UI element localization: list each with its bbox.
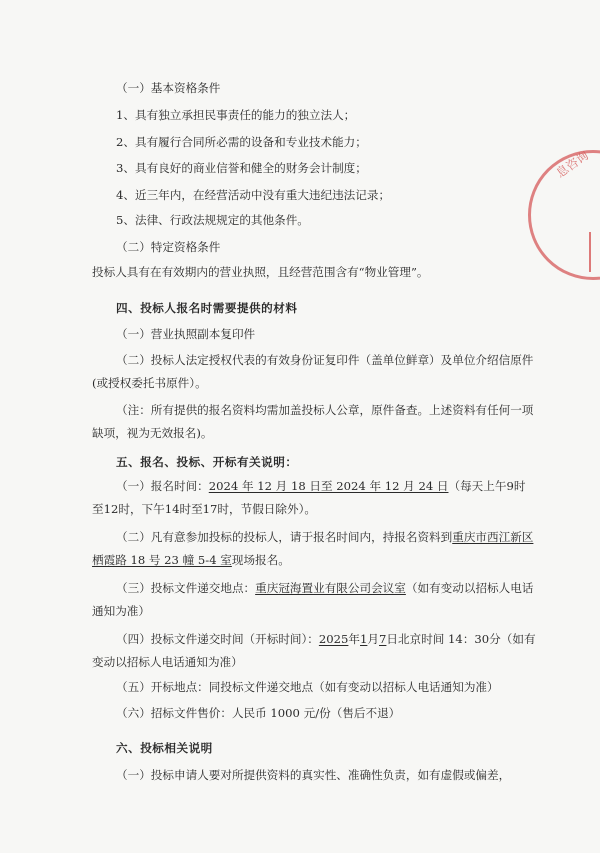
- basic-item-1: 1、具有独立承担民事责任的能力的独立法人；: [116, 108, 356, 122]
- submission-location-suffix: （如有变动以招标人电话通知为准）: [92, 581, 534, 618]
- registration-place: [92, 526, 537, 572]
- official-seal-text: 息咨询: [553, 148, 592, 181]
- submission-deadline-month: 1: [360, 632, 368, 646]
- registration-time: [92, 475, 537, 521]
- basic-item-5: 5、法律、行政法规规定的其他条件。: [116, 213, 309, 227]
- submission-deadline-day: 7: [379, 632, 387, 646]
- registration-time-suffix: （每天上午9时至12时，下午14时至17时，节假日除外）。: [92, 479, 526, 516]
- opening-location: （五）开标地点：同投标文件递交地点（如有变动以招标人电话通知为准）: [116, 680, 499, 694]
- registration-place-suffix: 现场报名。: [231, 553, 290, 567]
- submission-deadline: [92, 628, 537, 674]
- basic-item-3: 3、具有良好的商业信誉和健全的财务会计制度；: [116, 161, 367, 175]
- materials-note: （注：所有提供的报名资料均需加盖投标人公章，原件备查。上述资料有任何一项缺项，视为无效报名)。: [92, 403, 534, 440]
- submission-deadline-prefix: （四）投标文件递交时间（开标时间）：: [116, 632, 319, 646]
- registration-address: 重庆市西江新区栖霞路 18 号 23 幢 5-4 室: [92, 530, 534, 567]
- submission-location-place: 重庆冠海置业有限公司会议室: [255, 581, 406, 595]
- submission-deadline-year-unit: 年: [348, 632, 361, 646]
- submission-location: [92, 577, 537, 623]
- submission-deadline-month-unit: 月: [367, 632, 380, 646]
- bidding-heading: 六、投标相关说明: [116, 741, 213, 755]
- special-qualification-text: 投标人具有在有效期内的营业执照，且经营范围含有“物业管理”。: [92, 265, 429, 279]
- materials-item-2: （二）投标人法定授权代表的有效身份证复印件（盖单位鲜章）及单位介绍信原件(或授权委托书原件）。: [92, 353, 534, 390]
- basic-item-4: 4、近三年内，在经营活动中没有重大违纪违法记录；: [116, 188, 391, 202]
- materials-heading: 四、投标人报名时需要提供的材料: [116, 301, 298, 315]
- submission-deadline-suffix: 日北京时间 14：30分（如有变动以招标人电话通知为准）: [92, 632, 536, 669]
- special-qualification-heading: （二）特定资格条件: [116, 240, 221, 254]
- registration-heading: 五、报名、投标、开标有关说明：: [116, 455, 298, 469]
- registration-time-range: 2024 年 12 月 18 日至 2024 年 12 月 24 日: [208, 479, 449, 493]
- bidding-item-1: （一）投标申请人要对所提供资料的真实性、准确性负责，如有虚假或偏差，: [116, 768, 511, 782]
- submission-deadline-year: 2025: [318, 632, 349, 646]
- materials-item-1: （一）营业执照副本复印件: [116, 327, 256, 341]
- basic-qualification-heading: （一）基本资格条件: [116, 81, 221, 95]
- seal-edge-mark: [575, 232, 591, 272]
- submission-location-prefix: （三）投标文件递交地点：: [116, 581, 256, 595]
- registration-time-prefix: （一）报名时间：: [116, 479, 209, 493]
- document-price: （六）招标文件售价：人民币 1000 元/份（售后不退）: [116, 706, 401, 720]
- registration-place-prefix: （二）凡有意参加投标的投标人，请于报名时间内，持报名资料到: [116, 530, 453, 544]
- basic-item-2: 2、具有履行合同所必需的设备和专业技术能力；: [116, 135, 367, 149]
